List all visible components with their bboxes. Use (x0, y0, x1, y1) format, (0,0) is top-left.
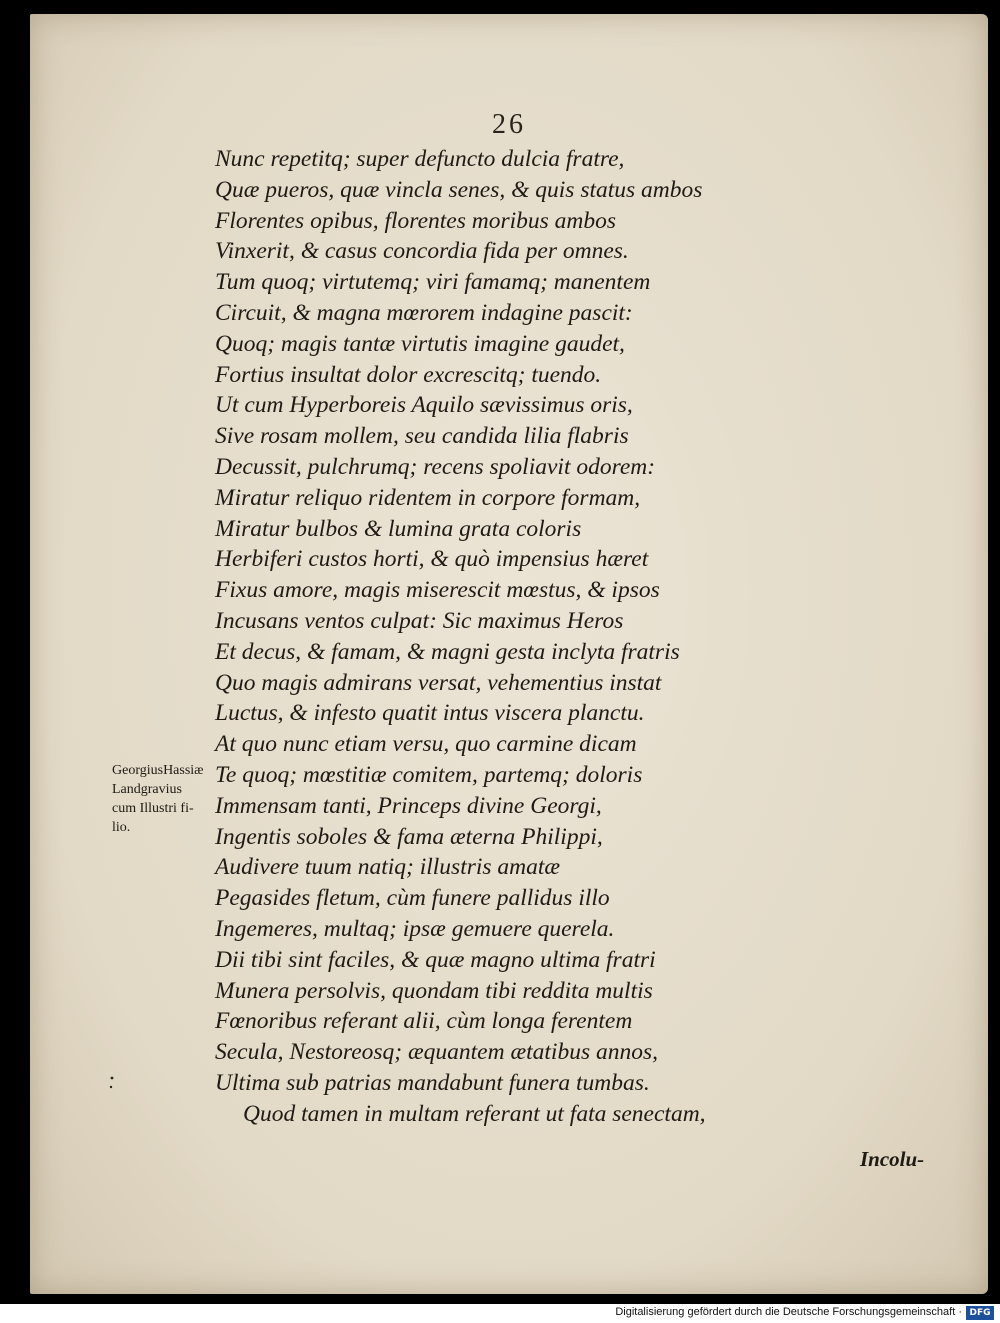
verse-line: Miratur reliquo ridentem in corpore formam, (215, 484, 641, 511)
verse-line: Munera persolvis, quondam tibi reddita multis (215, 977, 653, 1004)
verse-line: Fortius insultat dolor excrescitq; tuendo. (215, 361, 602, 388)
verse-line: Sive rosam mollem, seu candida lilia flabris (215, 423, 629, 450)
footer-credit: Digitalisierung gefördert durch die Deutsche Forschungsgemeinschaft · (615, 1306, 962, 1318)
verse-line: Nunc repetitq; super defuncto dulcia fratre, (215, 146, 625, 172)
dfg-logo: DFG (966, 1306, 994, 1320)
verse-line: Quæ pueros, quæ vincla senes, & quis status ambos (215, 176, 703, 203)
verse-line: Luctus, & infesto quatit intus viscera planctu. (215, 700, 645, 727)
verse-line: Herbiferi custos horti, & quò impensius hæret (215, 546, 649, 573)
verse-line: Fixus amore, magis miserescit mœstus, & ipsos (215, 577, 660, 604)
margin-note-line: GeorgiusHassiæ (112, 763, 204, 778)
verse-line: Secula, Nestoreosq; æquantem ætatibus annos, (215, 1039, 659, 1066)
verse-line: Circuit, & magna mœrorem indagine pascit: (215, 299, 633, 326)
catchword: Incolu- (860, 1147, 925, 1171)
verse-line: Te quoq; mœstitiæ comitem, partemq; doloris (215, 761, 643, 788)
ink-specks (106, 1074, 118, 1114)
verse-line: Ultima sub patrias mandabunt funera tumbas. (215, 1069, 650, 1096)
verse-line: Miratur bulbos & lumina grata coloris (215, 515, 582, 542)
page-number: 26 (492, 109, 526, 140)
verse-line: Et decus, & famam, & magni gesta inclyta fratris (215, 638, 680, 665)
verse-line: Quod tamen in multam referant ut fata senectam, (243, 1100, 706, 1127)
margin-note (112, 761, 242, 837)
verse-line: Ut cum Hyperboreis Aquilo sævissimus oris, (215, 392, 633, 419)
verse-block (215, 144, 775, 1130)
verse-line: Ingentis soboles & fama æterna Philippi, (215, 823, 603, 850)
verse-line: Fœnoribus referant alii, cùm longa ferentem (215, 1008, 633, 1035)
verse-line: Florentes opibus, florentes moribus ambos (215, 207, 617, 234)
verse-line: Vinxerit, & casus concordia fida per omnes. (215, 238, 629, 265)
book-page (30, 14, 988, 1294)
verse-line: Pegasides fletum, cùm funere pallidus illo (215, 885, 610, 912)
verse-line: Immensam tanti, Princeps divine Georgi, (215, 792, 602, 819)
verse-line: Quoq; magis tantæ virtutis imagine gaudet, (215, 330, 625, 357)
footer-bar (0, 1304, 1000, 1323)
margin-note-line: lio. (112, 820, 131, 835)
margin-note-line: cum Illustri fi- (112, 801, 194, 816)
verse-line: Audivere tuum natiq; illustris amatæ (215, 854, 561, 881)
verse-line: At quo nunc etiam versu, quo carmine dicam (215, 731, 637, 758)
verse-line: Dii tibi sint faciles, & quæ magno ultima fratri (215, 946, 656, 973)
verse-line: Decussit, pulchrumq; recens spoliavit odorem: (215, 453, 656, 480)
margin-note-line: Landgravius (112, 782, 182, 797)
verse-line: Tum quoq; virtutemq; viri famamq; manentem (215, 269, 651, 296)
verse-line: Incusans ventos culpat: Sic maximus Heros (215, 607, 624, 634)
verse-line: Ingemeres, multaq; ipsæ gemuere querela. (215, 915, 615, 942)
verse-line: Quo magis admirans versat, vehementius instat (215, 669, 662, 696)
